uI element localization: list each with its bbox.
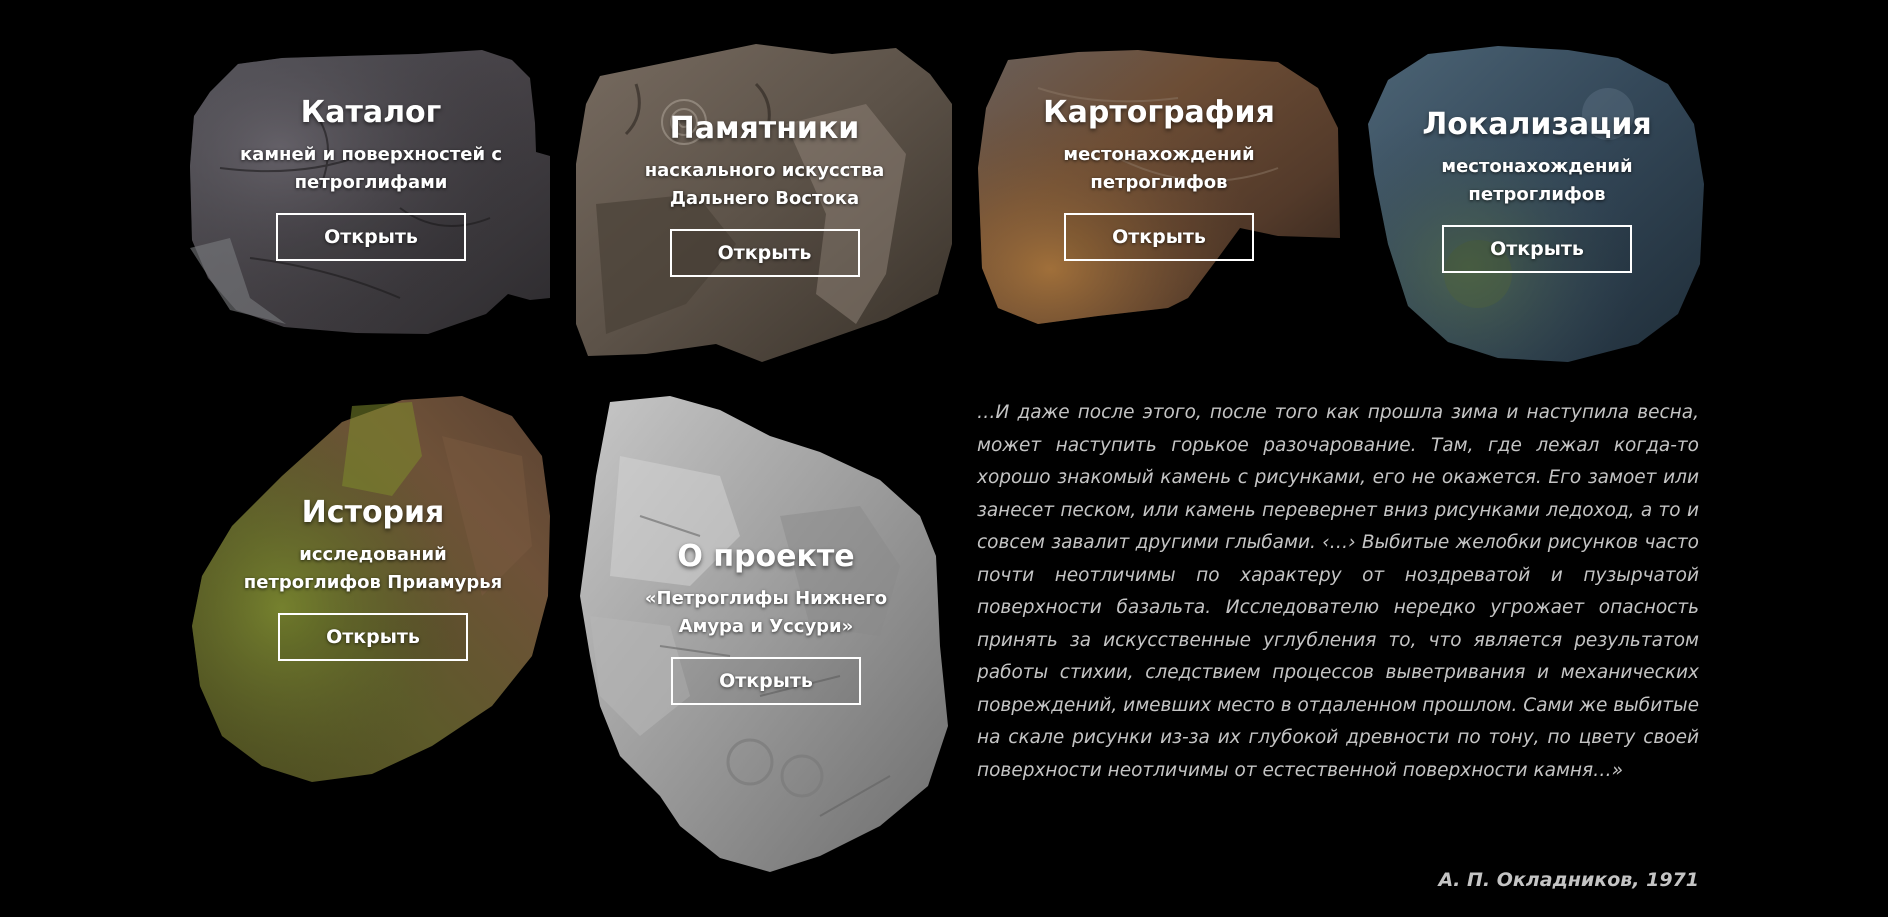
card-cartography-open-button[interactable]: Открыть (1064, 213, 1254, 261)
card-history-subtitle-line1: исследований (299, 544, 447, 565)
card-catalog-open-button[interactable]: Открыть (276, 213, 466, 261)
card-cartography-subtitle (978, 141, 1340, 197)
okladnikov-quote-text: …И даже после этого, после того как прошла зима и наступила весна, может наступить горькое разочарование. Там, где лежал когда-то хорошо знакомый камень с рисунками, его не окажется. Его замоет или занесет песком, или камень перевернет вниз рисунками ледоход, а то и совсем завалит другими глыбами. ‹…› Выбитые желобки рисунков часто почти неотличимы по характеру от ноздреватой и пузырчатой поверхности базальта. Исследователю нередко угрожает опасность принять за искусственные углубления то, что является результатом работы стихии, следствием процессов выветривания и механических повреждений, имевших место в отдаленном прошлом. Сами же выбитые на скале рисунки из-за их глубокой древности по тону, по цвету своей поверхности неотличимы от естественной поверхности камня…» (977, 402, 1699, 781)
card-monuments-content (576, 112, 953, 277)
card-catalog[interactable] (190, 48, 552, 338)
card-localization-open-button[interactable]: Открыть (1442, 225, 1632, 273)
card-cartography[interactable] (978, 48, 1340, 338)
card-localization-subtitle-line1: местонахождений (1441, 156, 1633, 177)
card-monuments-open-button[interactable]: Открыть (670, 229, 860, 277)
card-monuments-subtitle-line1: наскального искусства (644, 160, 885, 181)
card-catalog-content (190, 96, 552, 261)
card-monuments-subtitle-line2: Дальнего Востока (669, 187, 860, 209)
card-cartography-content (978, 96, 1340, 261)
card-cartography-title: Картография (1043, 95, 1275, 130)
card-monuments-title: Памятники (669, 111, 860, 146)
card-about-project[interactable] (580, 396, 952, 872)
card-localization-subtitle-line2: петроглифов (1468, 183, 1606, 205)
card-catalog-subtitle-line1: камней и поверхностей с (239, 144, 503, 165)
card-about-project-title: О проекте (677, 539, 855, 574)
card-cartography-subtitle-line2: петроглифов (1090, 171, 1228, 193)
quote-author: А. П. Окладников, 1971 (1438, 869, 1699, 891)
card-localization[interactable] (1368, 44, 1706, 364)
card-history[interactable] (192, 396, 554, 782)
card-monuments[interactable] (576, 44, 953, 369)
card-history-content (192, 496, 554, 661)
card-localization-content (1368, 108, 1706, 273)
card-catalog-subtitle-line2: петроглифами (294, 171, 448, 193)
card-localization-title: Локализация (1422, 107, 1652, 142)
card-about-project-subtitle-line2: Амура и Уссури» (678, 615, 854, 637)
card-catalog-title: Каталог (300, 95, 442, 130)
card-monuments-subtitle (576, 157, 953, 213)
card-history-open-button[interactable]: Открыть (278, 613, 468, 661)
card-history-subtitle-line2: петроглифов Приамурья (243, 571, 503, 593)
card-about-project-open-button[interactable]: Открыть (671, 657, 861, 705)
card-about-project-content (580, 540, 952, 705)
card-cartography-subtitle-line1: местонахождений (1063, 144, 1255, 165)
card-about-project-subtitle (580, 585, 952, 641)
card-catalog-subtitle (190, 141, 552, 197)
card-history-title: История (301, 495, 445, 530)
card-localization-subtitle (1368, 153, 1706, 209)
card-history-subtitle (192, 541, 554, 597)
card-about-project-subtitle-line1: «Петроглифы Нижнего (644, 588, 888, 609)
